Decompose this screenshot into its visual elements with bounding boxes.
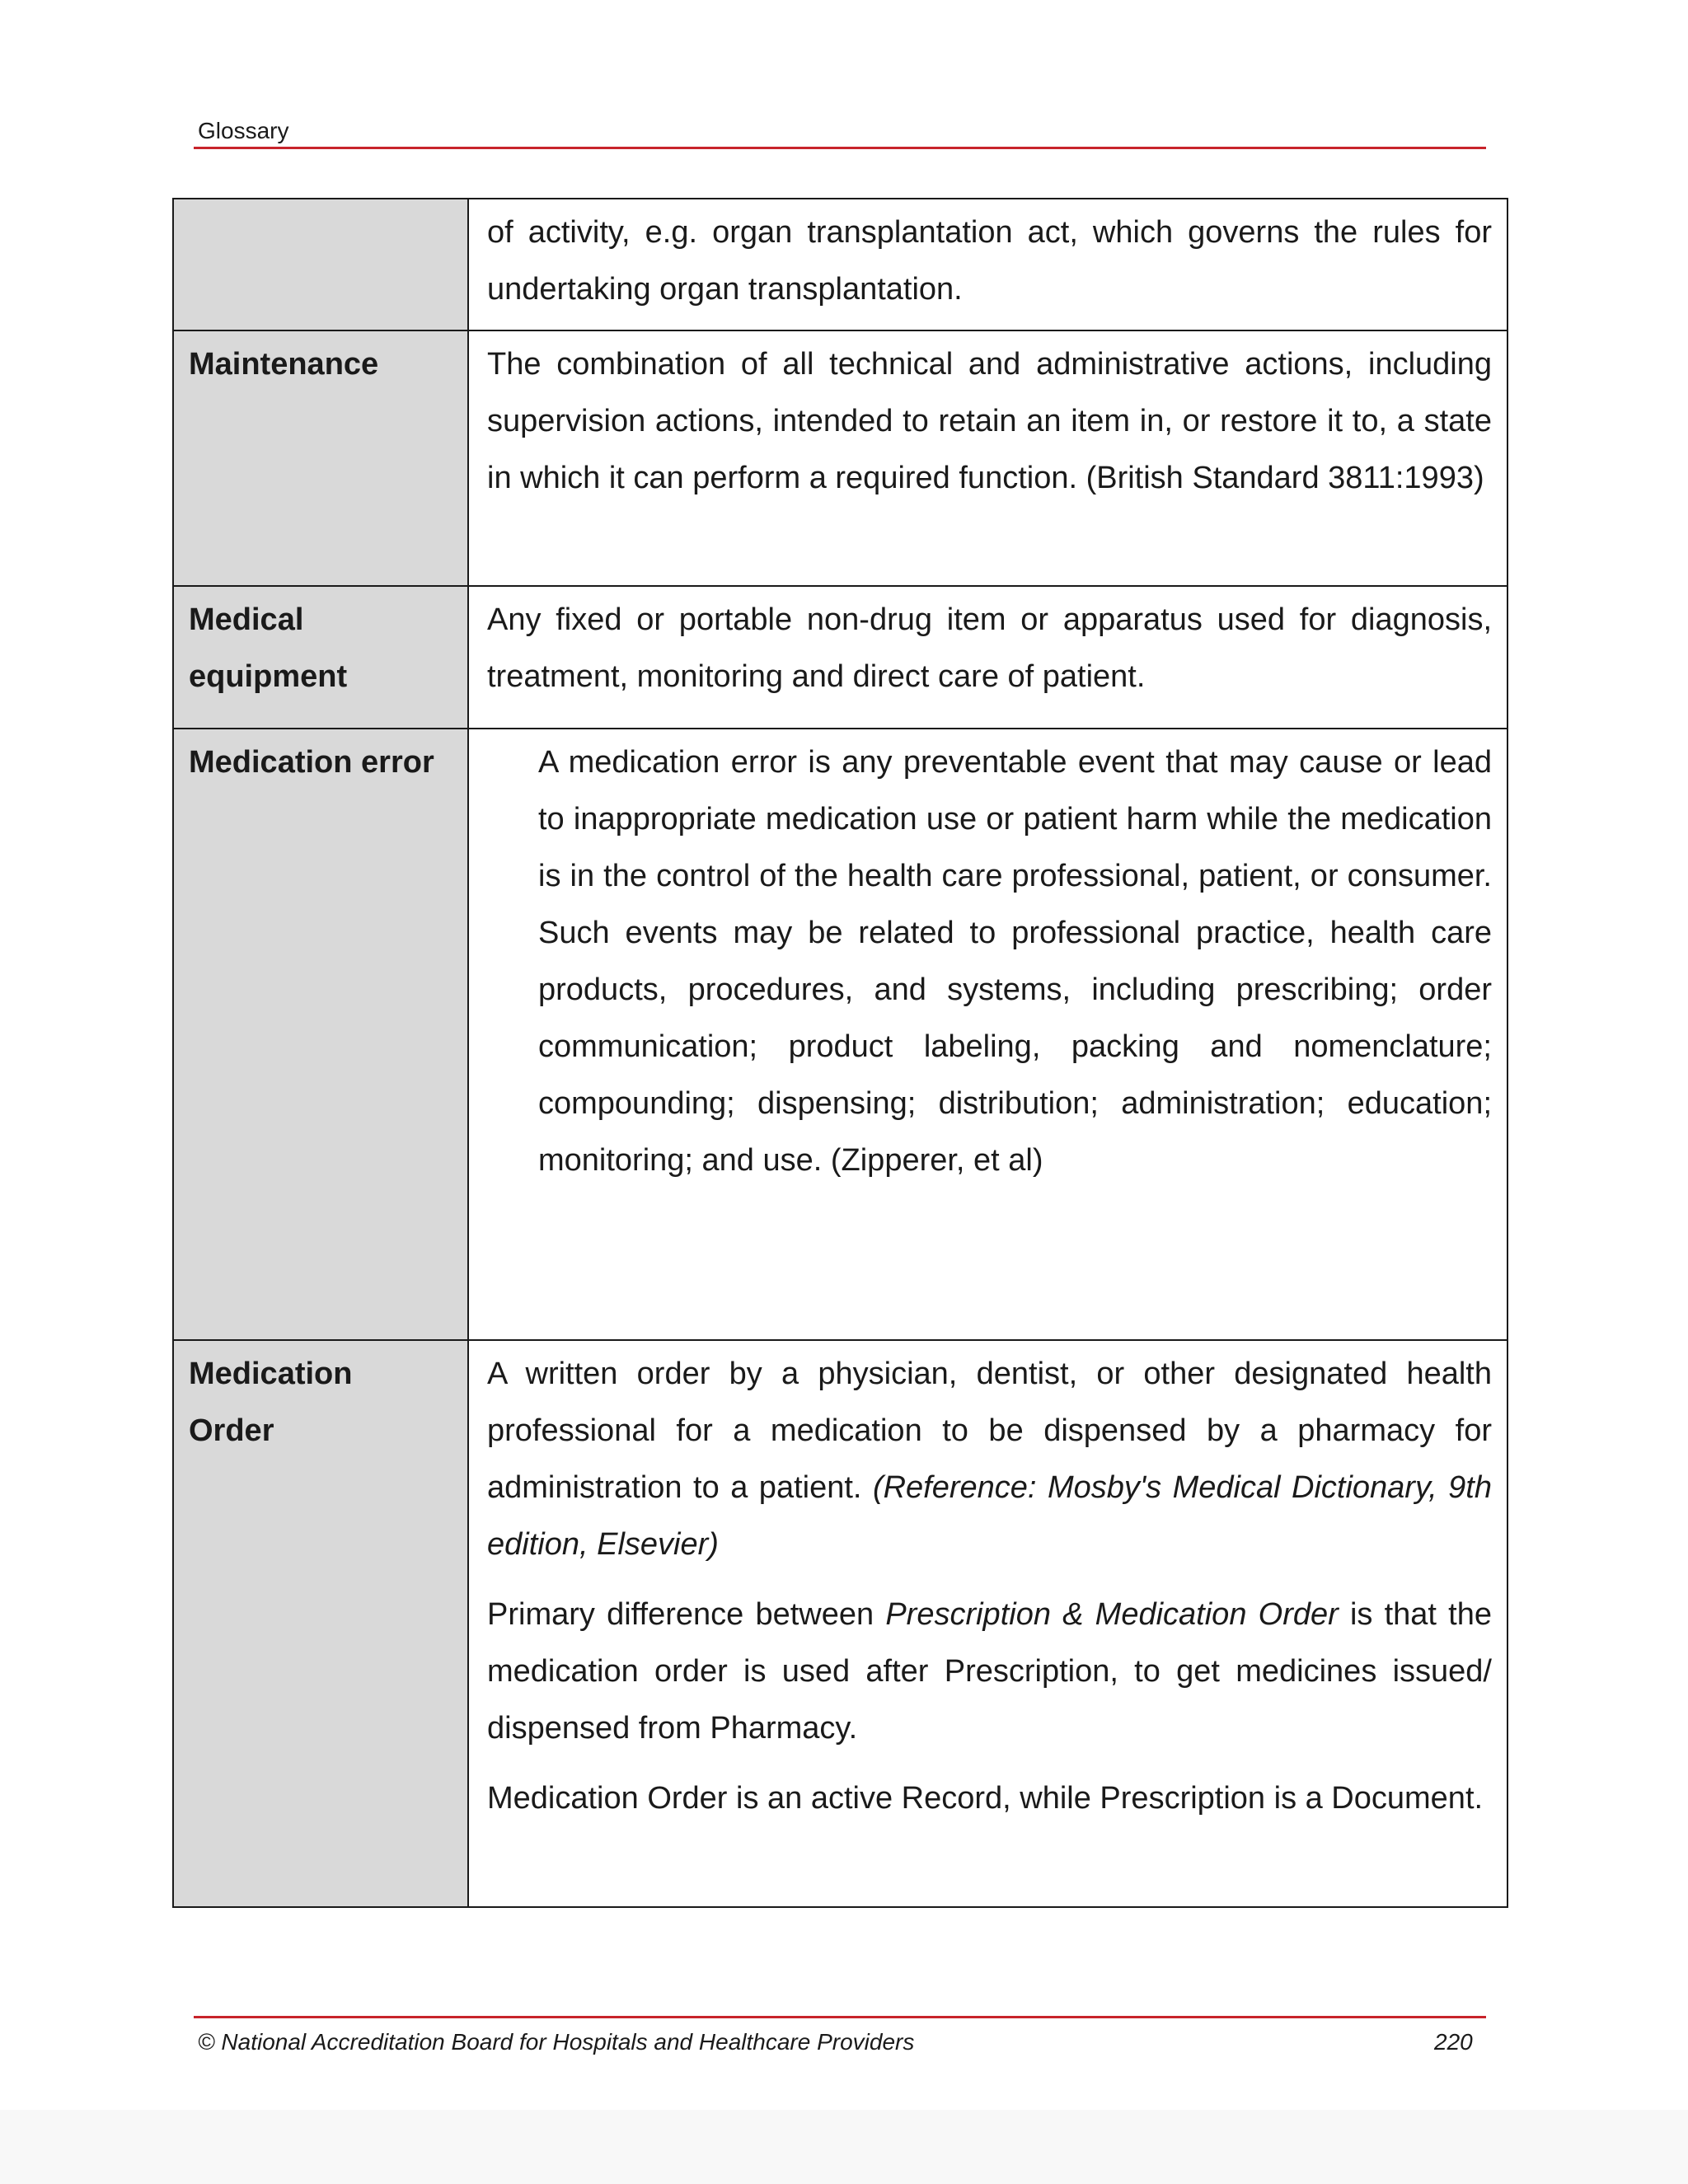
term-cell (173, 330, 468, 586)
footer-copyright: © National Accreditation Board for Hospitals and Healthcare Providers (198, 2029, 915, 2055)
term-medical-equipment-line2: equipment (189, 659, 348, 694)
term-cell (173, 1340, 468, 1907)
definition-paragraph-3: Medication Order is an active Record, while Prescription is a Document. (487, 1781, 1484, 1816)
definition-text: of activity, e.g. organ transplantation act, which governs the rules for undertaking organ transplantation. (487, 215, 1492, 307)
running-header: Glossary (198, 118, 289, 143)
definition-paragraph-2 (487, 1586, 1492, 1757)
term-medical-equipment-line1: Medical (189, 602, 304, 637)
page-bottom-margin (0, 2110, 1688, 2184)
term-medication-order-line1: Medication (189, 1357, 353, 1391)
table-row (173, 729, 1507, 1340)
table-row (173, 330, 1507, 586)
definition-text: Any fixed or portable non-drug item or apparatus used for diagnosis, treatment, monitoring and direct care of patient. (487, 602, 1492, 694)
term-cell-empty (173, 199, 468, 330)
definition-text: Primary difference between (487, 1597, 886, 1632)
term-maintenance: Maintenance (189, 347, 379, 382)
table-row (173, 586, 1507, 729)
definition-cell (468, 729, 1507, 1340)
header-rule (194, 147, 1486, 149)
definition-text: is that the medication order is used after Prescription, to get medicines issued/ dispensed from Pharmacy. (487, 1597, 1493, 1746)
definition-paragraph-1 (487, 1346, 1492, 1573)
glossary-table (172, 198, 1508, 1908)
table-row (173, 199, 1507, 330)
definition-cell (468, 199, 1507, 330)
footer-rule (194, 2016, 1486, 2018)
definition-text: A medication error is any preventable event that may cause or lead to inappropriate medication use or patient harm while the medication is in the control of the health care professional, patient, or consumer. Such events may be related to professional practice, health care products, procedures, and systems, including prescribing; order communication; product labeling, packing and nomenclature; compounding; dispensing; distribution; administration; education; monitoring; and use. (Zipperer, et al) (538, 745, 1492, 1178)
definition-cell (468, 330, 1507, 586)
definition-cell (468, 586, 1507, 729)
term-medication-error: Medication error (189, 745, 434, 780)
reference-citation: (Reference: Mosby's Medical Dictionary, 9th edition, Elsevier) (487, 1470, 1492, 1562)
emphasis-text: Prescription & Medication Order (885, 1597, 1339, 1632)
definition-text: A written order by a physician, dentist, or other designated health professional for a medication to be dispensed by a pharmacy for administration to a patient. (487, 1357, 1492, 1505)
term-medication-order-line2: Order (189, 1413, 274, 1448)
term-cell (173, 729, 468, 1340)
definition-text: The combination of all technical and administrative actions, including supervision actions, intended to retain an item in, or restore it to, a state in which it can perform a required function. (British Standard 3811:1993) (487, 347, 1492, 495)
table-row (173, 1340, 1507, 1907)
page-number: 220 (1434, 2029, 1473, 2055)
definition-cell (468, 1340, 1507, 1907)
term-cell (173, 586, 468, 729)
